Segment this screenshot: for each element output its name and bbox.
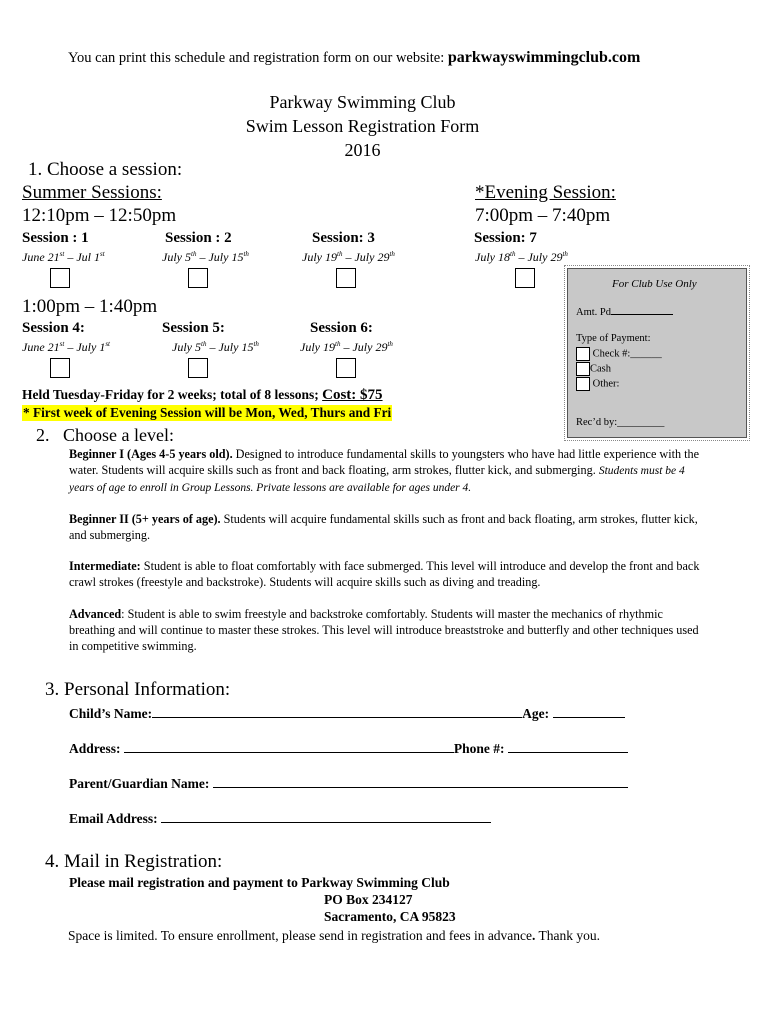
cash-checkbox[interactable] bbox=[576, 362, 590, 376]
session-6-label: Session 6: bbox=[310, 320, 373, 336]
email-field[interactable]: Email Address: bbox=[69, 811, 491, 827]
child-name-field[interactable]: Child’s Name: Age: bbox=[69, 706, 625, 722]
form-name: Swim Lesson Registration Form bbox=[245, 116, 480, 136]
amount-paid-field[interactable]: Amt. Pd bbox=[576, 307, 673, 318]
session-3-label: Session: 3 bbox=[312, 230, 375, 246]
session-2-dates: July 5th – July 15th bbox=[162, 250, 249, 264]
city-zip: Sacramento, CA 95823 bbox=[324, 909, 456, 924]
level-intermediate: Intermediate: Student is able to float comfortably with face submerged. This level will introduce and develop the front and back crawl strokes (freestyle and backstroke). Students will acquire skills such as diving and treading. bbox=[69, 559, 700, 589]
session-7-label: Session: 7 bbox=[474, 230, 537, 246]
session-6-checkbox[interactable] bbox=[336, 358, 356, 378]
section1-heading: 1. Choose a session: bbox=[28, 159, 183, 180]
session-5-checkbox[interactable] bbox=[188, 358, 208, 378]
club-box-title: For Club Use Only bbox=[612, 278, 697, 290]
session-7-checkbox[interactable] bbox=[515, 268, 535, 288]
session-6-dates: July 19th – July 29th bbox=[300, 340, 393, 354]
check-option[interactable]: Check #:______ bbox=[576, 347, 662, 361]
website-link[interactable]: parkwayswimmingclub.com bbox=[447, 49, 641, 66]
session-4-checkbox[interactable] bbox=[50, 358, 70, 378]
payment-type-label: Type of Payment: bbox=[576, 333, 651, 344]
session-1-checkbox[interactable] bbox=[50, 268, 70, 288]
received-by-field[interactable]: Rec’d by:_________ bbox=[576, 417, 665, 428]
print-note-text: You can print this schedule and registration form on our website: bbox=[68, 50, 445, 66]
club-name: Parkway Swimming Club bbox=[269, 92, 456, 112]
check-checkbox[interactable] bbox=[576, 347, 590, 361]
evening-note: * First week of Evening Session will be Mon, Wed, Thurs and Fri bbox=[23, 405, 392, 420]
held-note: Held Tuesday-Friday for 2 weeks; total of 8 lessons; Cost: $75 bbox=[22, 387, 383, 403]
other-option[interactable]: Other: bbox=[576, 377, 619, 391]
session-3-checkbox[interactable] bbox=[336, 268, 356, 288]
section3-heading: 3. Personal Information: bbox=[45, 679, 231, 700]
level-beginner-2: Beginner II (5+ years of age). Students will acquire fundamental skills such as front and back floating, arm strokes, flutter kick, and submerging. bbox=[69, 512, 698, 542]
po-box: PO Box 234127 bbox=[324, 892, 413, 907]
cash-option[interactable]: Cash bbox=[576, 362, 611, 376]
address-field[interactable]: Address: Phone #: bbox=[69, 741, 628, 757]
session-3-dates: July 19th – July 29th bbox=[302, 250, 395, 264]
time-slot-1: 12:10pm – 12:50pm bbox=[22, 205, 177, 226]
print-note bbox=[68, 49, 640, 67]
session-2-label: Session : 2 bbox=[165, 230, 232, 246]
session-1-dates: June 21st – Jul 1st bbox=[22, 250, 105, 264]
club-use-box bbox=[567, 268, 747, 438]
time-slot-2: 1:00pm – 1:40pm bbox=[22, 296, 158, 317]
session-5-label: Session 5: bbox=[162, 320, 225, 336]
level-advanced: Advanced: Student is able to swim freestyle and backstroke comfortably. Students will master the mechanics of rhythmic breathing and will continue to master these strokes. This level will introduce breaststroke and butterfly and other techniques used in competitive swimming. bbox=[69, 607, 699, 653]
mail-instruction: Please mail registration and payment to Parkway Swimming Club bbox=[69, 875, 450, 890]
other-checkbox[interactable] bbox=[576, 377, 590, 391]
session-2-checkbox[interactable] bbox=[188, 268, 208, 288]
evening-time: 7:00pm – 7:40pm bbox=[475, 205, 611, 226]
section4-heading: 4. Mail in Registration: bbox=[45, 851, 223, 872]
cost: Cost: $75 bbox=[322, 387, 383, 403]
session-4-dates: June 21st – July 1st bbox=[22, 340, 110, 354]
session-7-dates: July 18th – July 29th bbox=[475, 250, 568, 264]
form-title bbox=[0, 90, 725, 162]
evening-session-label: *Evening Session: bbox=[475, 182, 616, 203]
session-1-label: Session : 1 bbox=[22, 230, 89, 246]
summer-sessions-label: Summer Sessions: bbox=[22, 182, 162, 203]
session-4-label: Session 4: bbox=[22, 320, 85, 336]
section2-heading: 2. Choose a level: bbox=[36, 425, 174, 445]
level-beginner-1: Beginner I (Ages 4-5 years old). Designed to introduce fundamental skills to youngsters who have had little experience with the water. Students will acquire skills such as front and back floating, arm strokes, flutter kick, and submerging. Students must be 4 years of age to enroll in Group Lessons. Private lessons are available for ages under 4. bbox=[69, 447, 700, 494]
space-limited-note: Space is limited. To ensure enrollment, please send in registration and fees in advance. Thank you. bbox=[68, 928, 601, 943]
form-year: 2016 bbox=[344, 140, 381, 160]
session-5-dates: July 5th – July 15th bbox=[172, 340, 259, 354]
parent-name-field[interactable]: Parent/Guardian Name: bbox=[69, 776, 628, 792]
